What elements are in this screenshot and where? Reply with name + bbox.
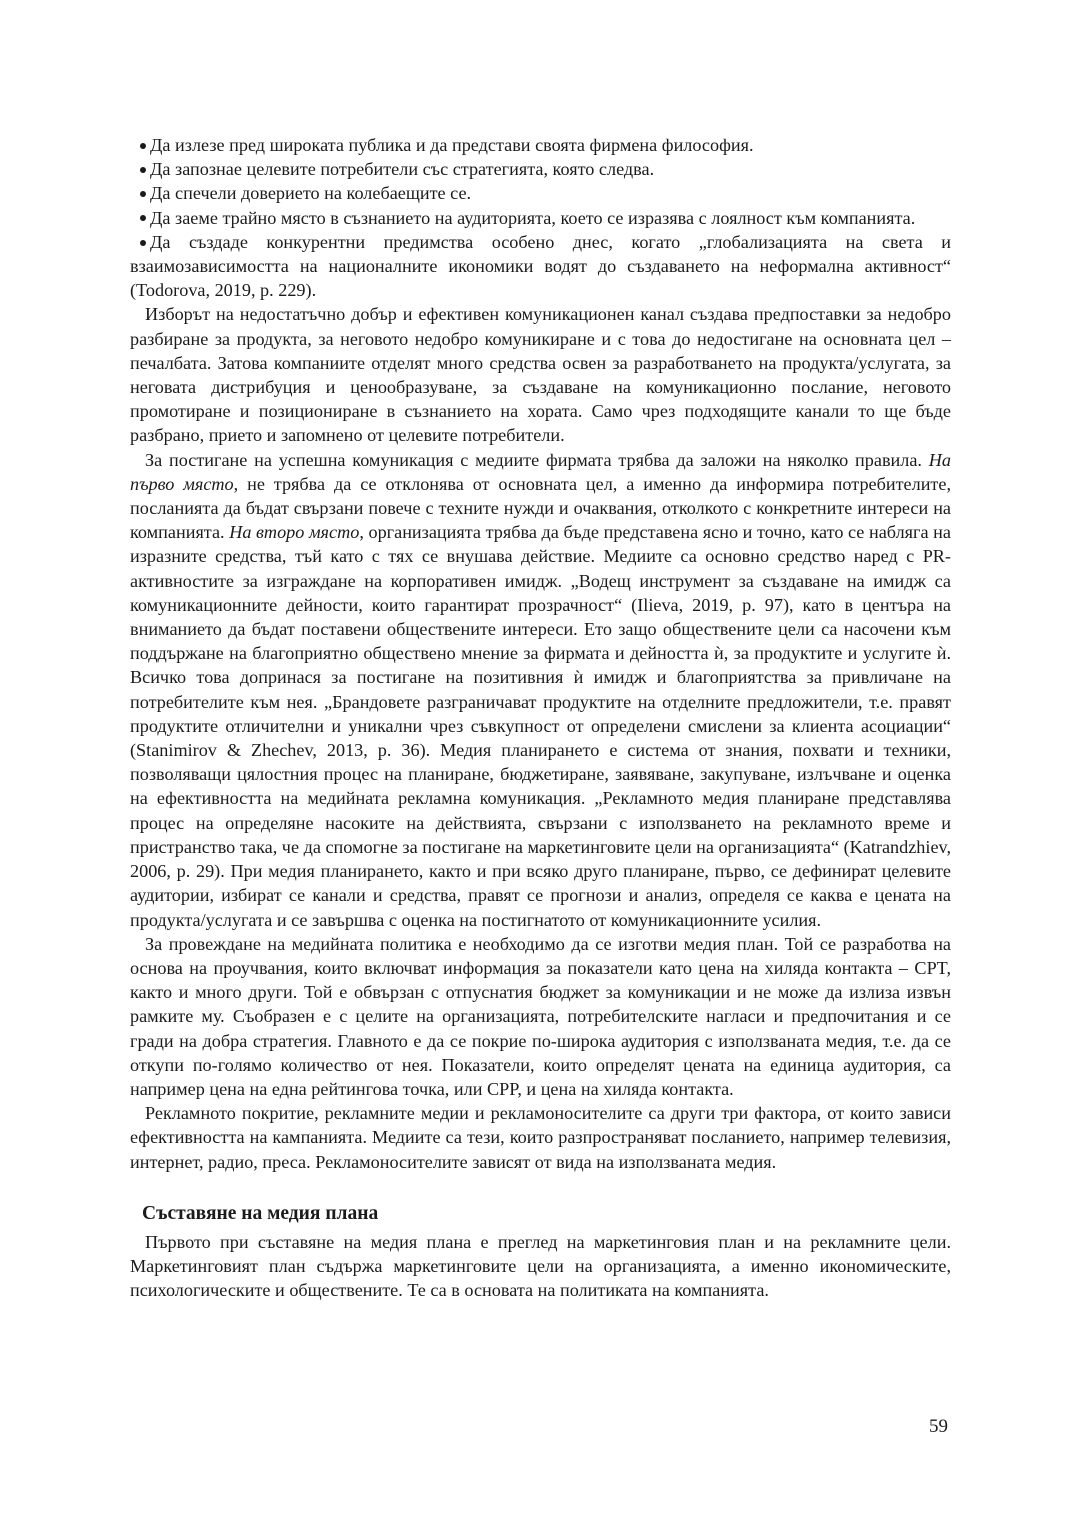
bullet-item: Да запознае целевите потребители със стратегията, която следва. [130,157,951,181]
bullet-icon [140,191,146,197]
bullet-item: Да създаде конкурентни предимства особено днес, когато „глобализацията на света и взаимозависимостта на националните икономики водят до създаването на неформална активност“ (Todorova, 2019, p. 229). [130,231,951,301]
bullet-icon [140,215,146,221]
paragraph: Първото при съставяне на медия плана е преглед на маркетинговия план и на рекламните цели. Маркетинговият план съдържа маркетинговите цели на организацията, а именно икономическите, психологическите и обществените. Те са в основата на политиката на компанията. [130,1231,951,1301]
bullet-icon [140,143,146,149]
bullet-icon [140,167,146,173]
bullet-item: Да спечели доверието на колебаещите се. [130,181,951,205]
bullet-item: Да заеме трайно място в съзнанието на аудиторията, което се изразява с лоялност към компанията. [130,206,951,230]
bullet-item: Да излезе пред широката публика и да представи своята фирмена философия. [130,133,951,157]
page-body [130,133,951,1302]
paragraph: За провеждане на медийната политика е необходимо да се изготви медия план. Той се разработва на основа на проучвания, които включват информация за показатели като цена на хиляда контакта – CPT, както и много други. Той е обвързан с отпуснатия бюджет за комуникации и не може да излиза извън рамките му. Съобразен е с целите на организацията, потребителските нагласи и предпочитания и се гради на добра стратегия. Главното е да се покрие по-широка аудитория с използваната медия, т.е. да се откупи по-голямо количество от нея. Показатели, които определят цената на единица аудитория, са например цена на една рейтингова точка, или CPP, и цена на хиляда контакта. [130,933,951,1099]
paragraph: За постигане на успешна комуникация с медиите фирмата трябва да заложи на няколко правила. На първо място, не трябва да се отклонява от основната цел, а именно да информира потребителите, посланията да бъдат свързани повече с техните нужди и очаквания, отколкото с конкретните интереси на компанията. На второ място, организацията трябва да бъде представена ясно и точно, като се набляга на изразните средства, тъй като с тях се внушава действие. Медиите са основно средство наред с PR-активностите за изграждане на корпоративен имидж. „Водещ инструмент за създаване на имидж са комуникационните дейности, които гарантират прозрачност“ (Ilieva, 2019, p. 97), като в центъра на вниманието да бъдат поставени обществените интереси. Ето защо обществените цели са насочени към поддържане на благоприятно обществено мнение за фирмата и дейността ѝ, за продуктите и услугите ѝ. Всичко това допринася за постигане на позитивния ѝ имидж и благоприятства за привличане на потребителите към нея. „Брандовете разграничават продуктите на отделните предложители, т.е. правят продуктите отличителни и уникални чрез съвкупност от определени смислени за клиента асоциации“ (Stanimirov & Zhechev, 2013, p. 36). Медия планирането е система от знания, похвати и техники, позволяващи цялостния процес на планиране, бюджетиране, заявяване, закупуване, излъчване и оценка на ефективността на медийната рекламна комуникация. „Рекламното медия планиране представлява процес на определяне насоките на действията, свързани с използването на рекламното време и пристранство така, че да спомогне за постигане на маркетинговите цели на организацията“ (Katrandzhiev, 2006, p. 29). При медия планирането, както и при всяко друго планиране, първо, се дефинират целевите аудитории, избират се канали и средства, правят се прогнози и анализ, определя се каква е цената на продукта/услугата и се завършва с оценка на постигнатото от комуникационните усилия. [130,449,951,930]
emphasis: На второ място [229,522,360,543]
section-heading: Съставяне на медия плана [142,1202,379,1224]
page-number: 59 [929,1416,948,1437]
bullet-icon [140,240,146,246]
paragraph: Изборът на недостатъчно добър и ефективен комуникационен канал създава предпоставки за недобро разбиране за продукта, за неговото недобро комуникиране и с това до недостигане на основната цел – печалбата. Затова компаниите отделят много средства освен за разработването на продукта/услугата, за неговата дистрибуция и ценообразуване, за създаване на комуникационно послание, неговото промотиране и позициониране в съзнанието на хората. Само чрез подходящите канали то ще бъде разбрано, прието и запомнено от целевите потребители. [130,304,951,446]
emphasis: На първо място [130,449,951,494]
paragraph: Рекламното покритие, рекламните медии и рекламоносителите са други три фактора, от които зависи ефективността на кампанията. Медиите са тези, които разпространяват посланието, например телевизия, интернет, радио, преса. Рекламоносителите зависят от вида на използваната медия. [130,1103,951,1172]
